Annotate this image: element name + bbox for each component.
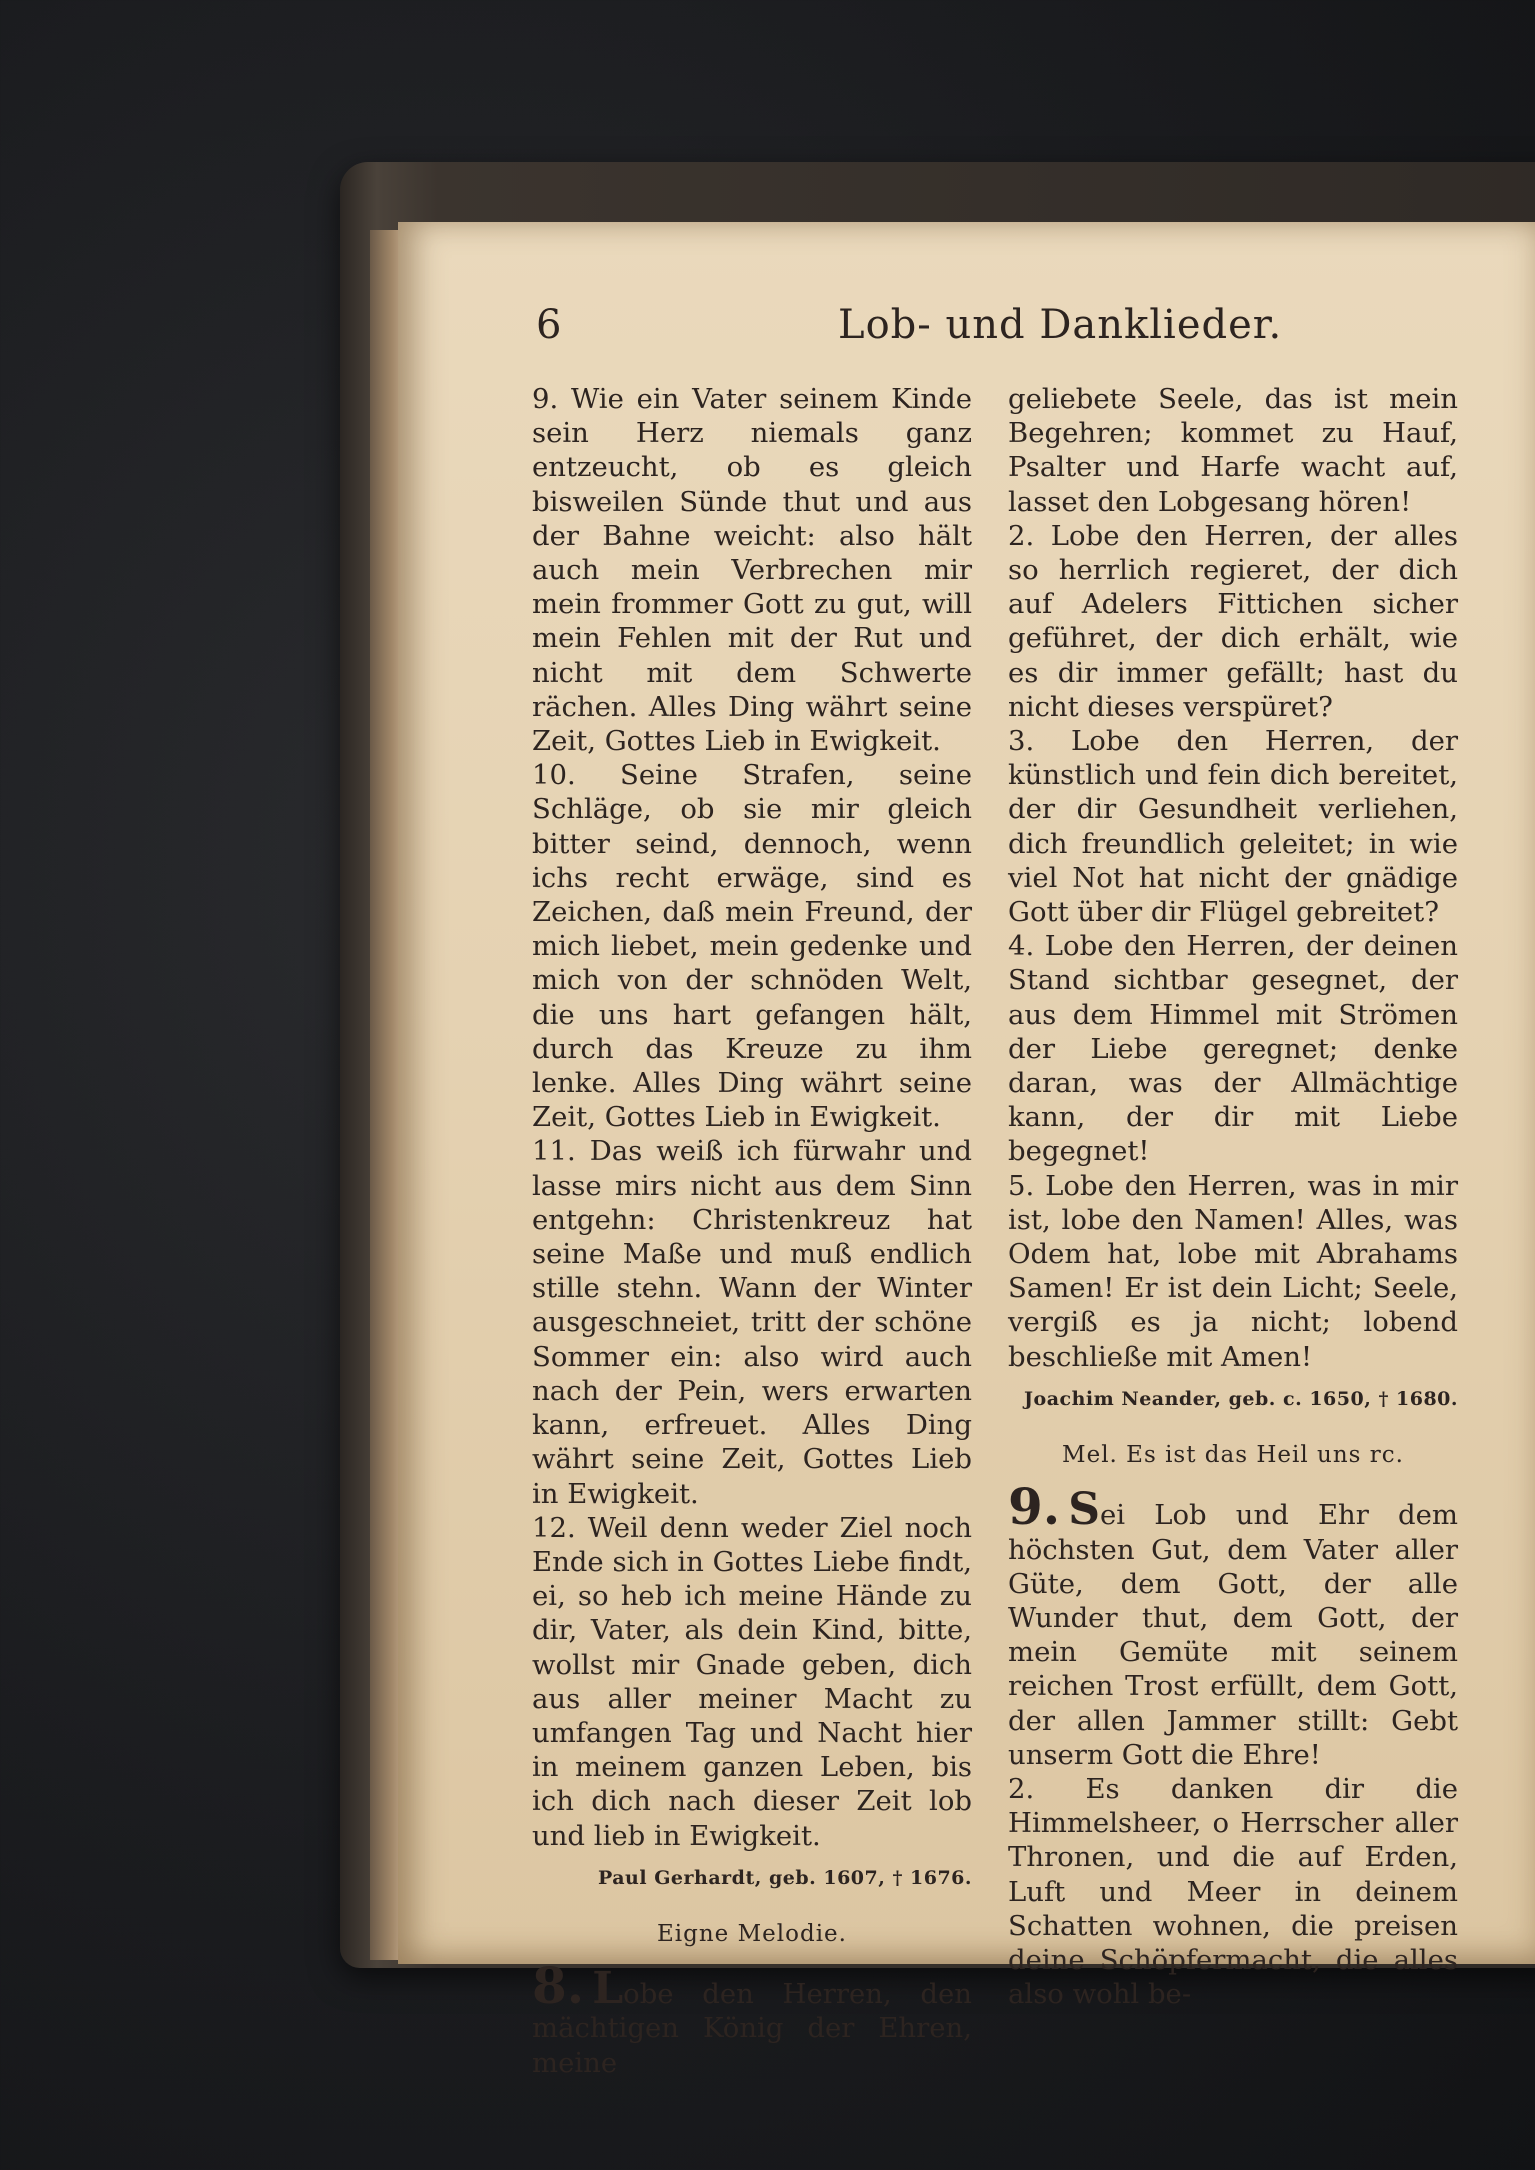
melody-note: Mel. Es ist das Heil uns rc.: [1062, 1442, 1404, 1469]
hymn-8-start: [532, 1956, 972, 2080]
stanza-9: 9. Wie ein Vater seinem Kinde sein Herz niemals ganz entzeucht, ob es gleich bisweilen Sünde thut und aus der Bahne weicht: also hält auch mein Verbrechen mir mein frommer Gott zu gut, will mein Fehlen mit der Rut und nicht mit dem Schwerte rächen. Alles Ding währt seine Zeit, Gottes Lieb in Ewigkeit.: [532, 383, 972, 758]
page-number: 6: [536, 302, 562, 348]
drop-initial: L: [592, 1963, 624, 2015]
author-attribution: Joachim Neander, geb. c. 1650, † 1680.: [1024, 1387, 1458, 1410]
stanza-2: 2. Lobe den Herren, der alles so herrlich regieret, der dich auf Adelers Fittichen sicher geführet, der dich erhält, wie es dir immer gefällt; hast du nicht dieses verspüret?: [1008, 519, 1458, 723]
stanza-12: 12. Weil denn weder Ziel noch Ende sich in Gottes Liebe findt, ei, so heb ich meine Hände zu dir, Vater, als dein Kind, bitte, wollst mir Gnade geben, dich aus aller meiner Macht zu umfangen Tag und Nacht hier in meinem ganzen Leben, bis ich dich nach dieser Zeit lob und lieb in Ewigkeit.: [532, 1511, 972, 1852]
drop-initial: S: [1068, 1484, 1100, 1536]
hymn-9-text: ei Lob und Ehr dem höchsten Gut, dem Vater aller Güte, dem Gott, der alle Wunder thut, dem Gott, der mein Gemüte mit seinem reichen Trost erfüllt, dem Gott, der allen Jammer stillt: Gebt unserm Gott die Ehre!: [1008, 1499, 1458, 1771]
hymn-number: 8.: [532, 1956, 585, 2016]
hymn-8-continuation: geliebete Seele, das ist mein Begehren; kommet zu Hauf, Psalter und Harfe wacht auf, lasset den Lobgesang hören!: [1008, 383, 1458, 518]
running-head: Lob- und Danklieder.: [838, 302, 1283, 348]
left-column: [532, 382, 972, 2080]
hymn-8-text: obe den Herren, den mächtigen König der Ehren, meine: [532, 1978, 972, 2079]
melody-note: Eigne Melodie.: [657, 1920, 847, 1947]
stanza-5: 5. Lobe den Herren, was in mir ist, lobe den Namen! Alles, was Odem hat, lobe mit Abrahams Samen! Er ist dein Licht; Seele, vergiß es ja nicht; lobend beschließe mit Amen!: [1008, 1169, 1458, 1373]
hymn-9-stanza-2: 2. Es danken dir die Himmelsheer, o Herrscher aller Thronen, und die auf Erden, Luft und Meer in deinem Schatten wohnen, die preisen deine Schöpfermacht, die alles also wohl be-: [1008, 1772, 1458, 2011]
stanza-3: 3. Lobe den Herren, der künstlich und fein dich bereitet, der dir Gesundheit verliehen, dich freundlich geleitet; in wie viel Not hat nicht der gnädige Gott über dir Flügel gebreitet?: [1008, 725, 1458, 929]
author-attribution: Paul Gerhardt, geb. 1607, † 1676.: [597, 1866, 972, 1889]
right-column: [1008, 382, 1458, 2011]
stanza-11: 11. Das weiß ich fürwahr und lasse mirs nicht aus dem Sinn entgehn: Christenkreuz hat seine Maße und muß endlich stille stehn. Wann der Winter ausgeschneiet, tritt der schöne Sommer ein: also wird auch nach der Pein, wers erwarten kann, erfreuet. Alles Ding währt seine Zeit, Gottes Lieb in Ewigkeit.: [532, 1135, 972, 1510]
hymn-number: 9.: [1008, 1477, 1061, 1537]
hymn-9-start: [1008, 1477, 1458, 1772]
book-page: [398, 222, 1535, 2079]
stanza-4: 4. Lobe den Herren, der deinen Stand sichtbar gesegnet, der aus dem Himmel mit Strömen der Liebe geregnet; denke daran, was der Allmächtige kann, der dir mit Liebe begegnet!: [1008, 930, 1458, 1168]
stanza-10: 10. Seine Strafen, seine Schläge, ob sie mir gleich bitter seind, dennoch, wenn ichs recht erwäge, sind es Zeichen, daß mein Freund, der mich liebet, mein gedenke und mich von der schnöden Welt, die uns hart gefangen hält, durch das Kreuze zu ihm lenke. Alles Ding währt seine Zeit, Gottes Lieb in Ewigkeit.: [532, 759, 972, 1134]
